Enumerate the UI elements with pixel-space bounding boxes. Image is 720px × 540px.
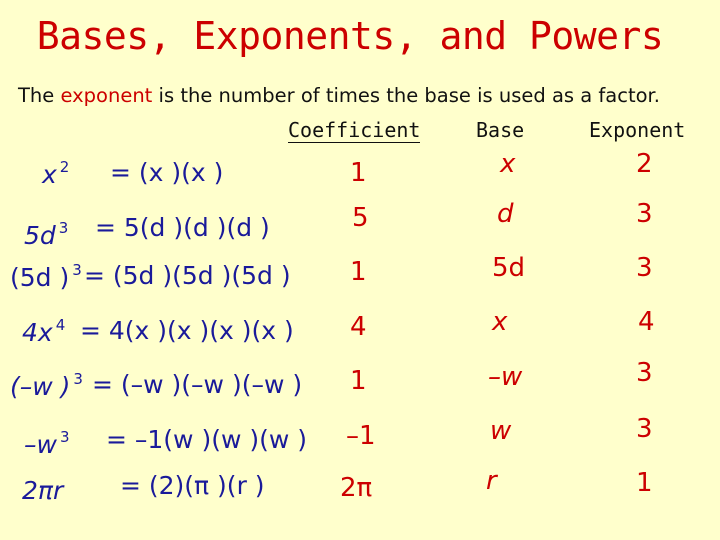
expanded-product: = 5(d )(d )(d ) [95,213,270,242]
power-exponent: 3 [72,261,82,279]
exponent-value: 3 [636,253,653,283]
coefficient-value: –1 [346,421,376,451]
power-exponent: 3 [73,370,83,388]
coefficient-value: 1 [350,257,367,287]
power-exponent: 3 [58,219,69,237]
coefficient-header: Coefficient [288,118,421,142]
base-value-text: r [486,466,497,496]
base-header: Base [476,118,525,142]
expanded-product: = (–w )(–w )(–w ) [92,370,303,399]
exponent-value: 3 [636,414,653,444]
coefficient-value: 1 [350,366,367,396]
exponent-header: Exponent [589,118,686,142]
base-value [488,362,522,392]
base-value-text: w [490,416,512,446]
base-value-text: x [492,307,508,337]
exponent-value: 4 [638,307,655,337]
expanded-product: = (2)(π )(r ) [120,471,265,500]
power-expression [22,316,65,347]
power-expression [10,261,82,292]
base-value [500,149,515,179]
expanded-product: = 4(x )(x )(x )(x ) [80,316,294,345]
coefficient-value: 1 [350,158,367,188]
definition-text-end: is the number of times the base is used as a factor. [152,84,660,107]
power-base: (5d ) [10,263,70,292]
expanded-product: = (x )(x ) [110,158,224,187]
power-base: 2πr [22,476,64,505]
coefficient-value: 4 [350,312,367,342]
base-value-text: d [497,199,514,229]
power-base: (–w ) [10,372,71,401]
power-exponent: 4 [55,316,66,334]
power-exponent: 2 [59,158,70,176]
base-value [490,416,511,446]
power-exponent: 3 [59,428,70,446]
coefficient-value: 5 [352,203,369,233]
power-expression [24,428,70,459]
page-title: Bases, Exponents, and Powers [36,14,664,58]
expanded-product: = –1(w )(w )(w ) [106,425,308,454]
power-expression [22,476,63,505]
exponent-value: 3 [636,358,653,388]
power-base: –w [24,430,57,459]
base-value-text: x [500,149,516,179]
definition-text-start: The [18,84,61,107]
base-value [492,307,507,337]
power-base: x [42,160,57,189]
coefficient-value: 2π [340,473,373,503]
base-value-text: –w [488,362,523,392]
definition-text [18,84,660,107]
power-expression [42,158,69,189]
exponent-highlight: exponent [60,84,153,107]
base-value [492,253,525,283]
base-value-text: 5d [492,253,526,283]
power-expression [10,370,83,401]
exponent-value: 1 [636,468,653,498]
expanded-product: = (5d )(5d )(5d ) [84,261,291,290]
base-value [497,199,514,229]
exponent-value: 2 [636,149,653,179]
exponent-value: 3 [636,199,653,229]
base-value [486,466,497,496]
power-base: 5d [24,221,56,250]
power-base: 4x [22,318,53,347]
power-expression [24,219,68,250]
